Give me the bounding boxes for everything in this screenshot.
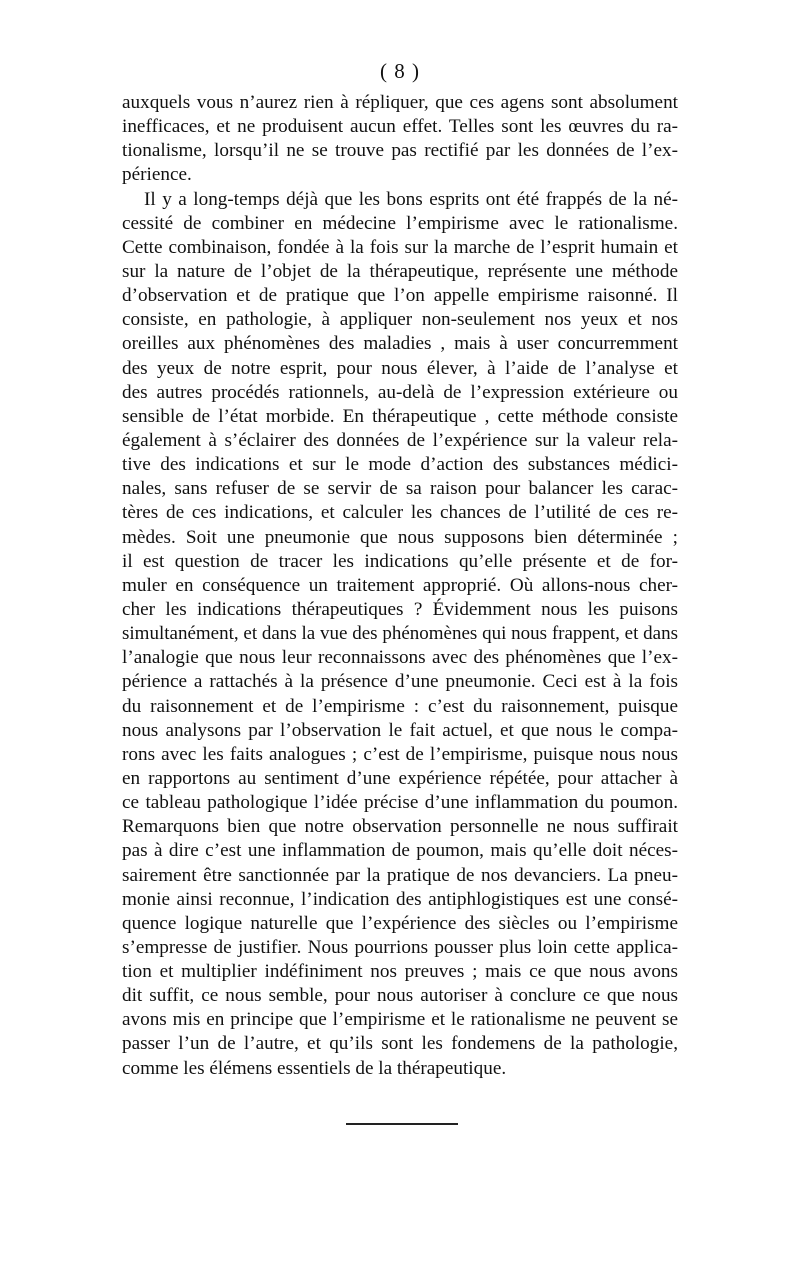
text-line: oreilles aux phénomènes des maladies , mais à user concurremment	[122, 333, 678, 355]
text-line: dit suffit, ce nous semble, pour nous autoriser à conclure ce que nous	[122, 985, 678, 1007]
text-line: tive des indications et sur le mode d’action des substances médici-	[122, 454, 678, 476]
text-line: muler en conséquence un traitement approprié. Où allons-nous cher-	[122, 574, 678, 596]
text-line: passer l’un de l’autre, et qu’ils sont les fondemens de la pathologie,	[122, 1033, 678, 1055]
text-line: Remarquons bien que notre observation personnelle ne nous suffirait	[122, 816, 678, 838]
text-line: inefficaces, et ne produisent aucun effet. Telles sont les œuvres du ra-	[122, 116, 678, 138]
text-line: pas à dire c’est une inflammation de poumon, mais qu’elle doit néces-	[122, 840, 678, 862]
section-end-rule	[346, 1123, 458, 1125]
text-line: quence logique naturelle que l’expérience des siècles ou l’empirisme	[122, 912, 678, 934]
text-line: sur la nature de l’objet de la thérapeutique, représente une méthode	[122, 260, 678, 282]
text-line: avons mis en principe que l’empirisme et le rationalisme ne peuvent se	[122, 1009, 678, 1031]
text-line: du raisonnement et de l’empirisme : c’est du raisonnement, puisque	[122, 695, 678, 717]
text-line: cessité de combiner en médecine l’empirisme avec le rationalisme.	[122, 212, 678, 234]
text-line: également à s’éclairer des données de l’expérience sur la valeur rela-	[122, 429, 678, 451]
text-line: monie ainsi reconnue, l’indication des antiphlogistiques est une consé-	[122, 888, 678, 910]
text-line: tères de ces indications, et calculer les chances de l’utilité de ces re-	[122, 502, 678, 524]
text-line: cher les indications thérapeutiques ? Évidemment nous les puisons	[122, 598, 678, 620]
text-line: en rapportons au sentiment d’une expérience répétée, pour attacher à	[122, 767, 678, 789]
text-line: comme les élémens essentiels de la thérapeutique.	[122, 1057, 507, 1079]
text-line: auxquels vous n’aurez rien à répliquer, que ces agens sont absolument	[122, 92, 678, 113]
body-text	[122, 91, 678, 1081]
text-line: nous analysons par l’observation le fait actuel, et que nous le compa-	[122, 719, 678, 741]
text-line: périence.	[122, 164, 192, 186]
text-line: rons avec les faits analogues ; c’est de l’empirisme, puisque nous nous	[122, 743, 678, 765]
text-line: s’empresse de justifier. Nous pourrions pousser plus loin cette applica-	[122, 936, 678, 958]
text-line: il est question de tracer les indications qu’elle présente et de for-	[122, 550, 678, 572]
text-line: consiste, en pathologie, à appliquer non-seulement nos yeux et nos	[122, 309, 678, 331]
text-line: nales, sans refuser de se servir de sa raison pour balancer les carac-	[122, 478, 678, 500]
text-line: sairement être sanctionnée par la pratique de nos devanciers. La pneu-	[122, 864, 678, 886]
text-line: des yeux de notre esprit, pour nous élever, à l’aide de l’analyse et	[122, 357, 678, 379]
page-number: ( 8 )	[380, 59, 420, 83]
text-line: tionalisme, lorsqu’il ne se trouve pas rectifié par les données de l’ex-	[122, 140, 678, 162]
text-line: tion et multiplier indéfiniment nos preuves ; mais ce que nous avons	[122, 961, 678, 983]
text-line: périence a rattachés à la présence d’une pneumonie. Ceci est à la fois	[122, 671, 678, 693]
text-line: Cette combinaison, fondée à la fois sur la marche de l’esprit humain et	[122, 236, 678, 258]
text-line: des autres procédés rationnels, au-delà de l’expression extérieure ou	[122, 381, 678, 403]
text-line: mèdes. Soit une pneumonie que nous supposons bien déterminée ;	[122, 526, 678, 548]
text-line: d’observation et de pratique que l’on appelle empirisme raisonné. Il	[122, 285, 678, 307]
text-line: Il y a long-temps déjà que les bons esprits ont été frappés de la né-	[144, 188, 678, 210]
text-line: ce tableau pathologique l’idée précise d’une inflammation du poumon.	[122, 792, 678, 814]
text-line: sensible de l’état morbide. En thérapeutique , cette méthode consiste	[122, 405, 678, 427]
text-line: simultanément, et dans la vue des phénomènes qui nous frappent, et dans	[122, 623, 678, 645]
text-line: l’analogie que nous leur reconnaissons avec des phénomènes que l’ex-	[122, 647, 678, 669]
